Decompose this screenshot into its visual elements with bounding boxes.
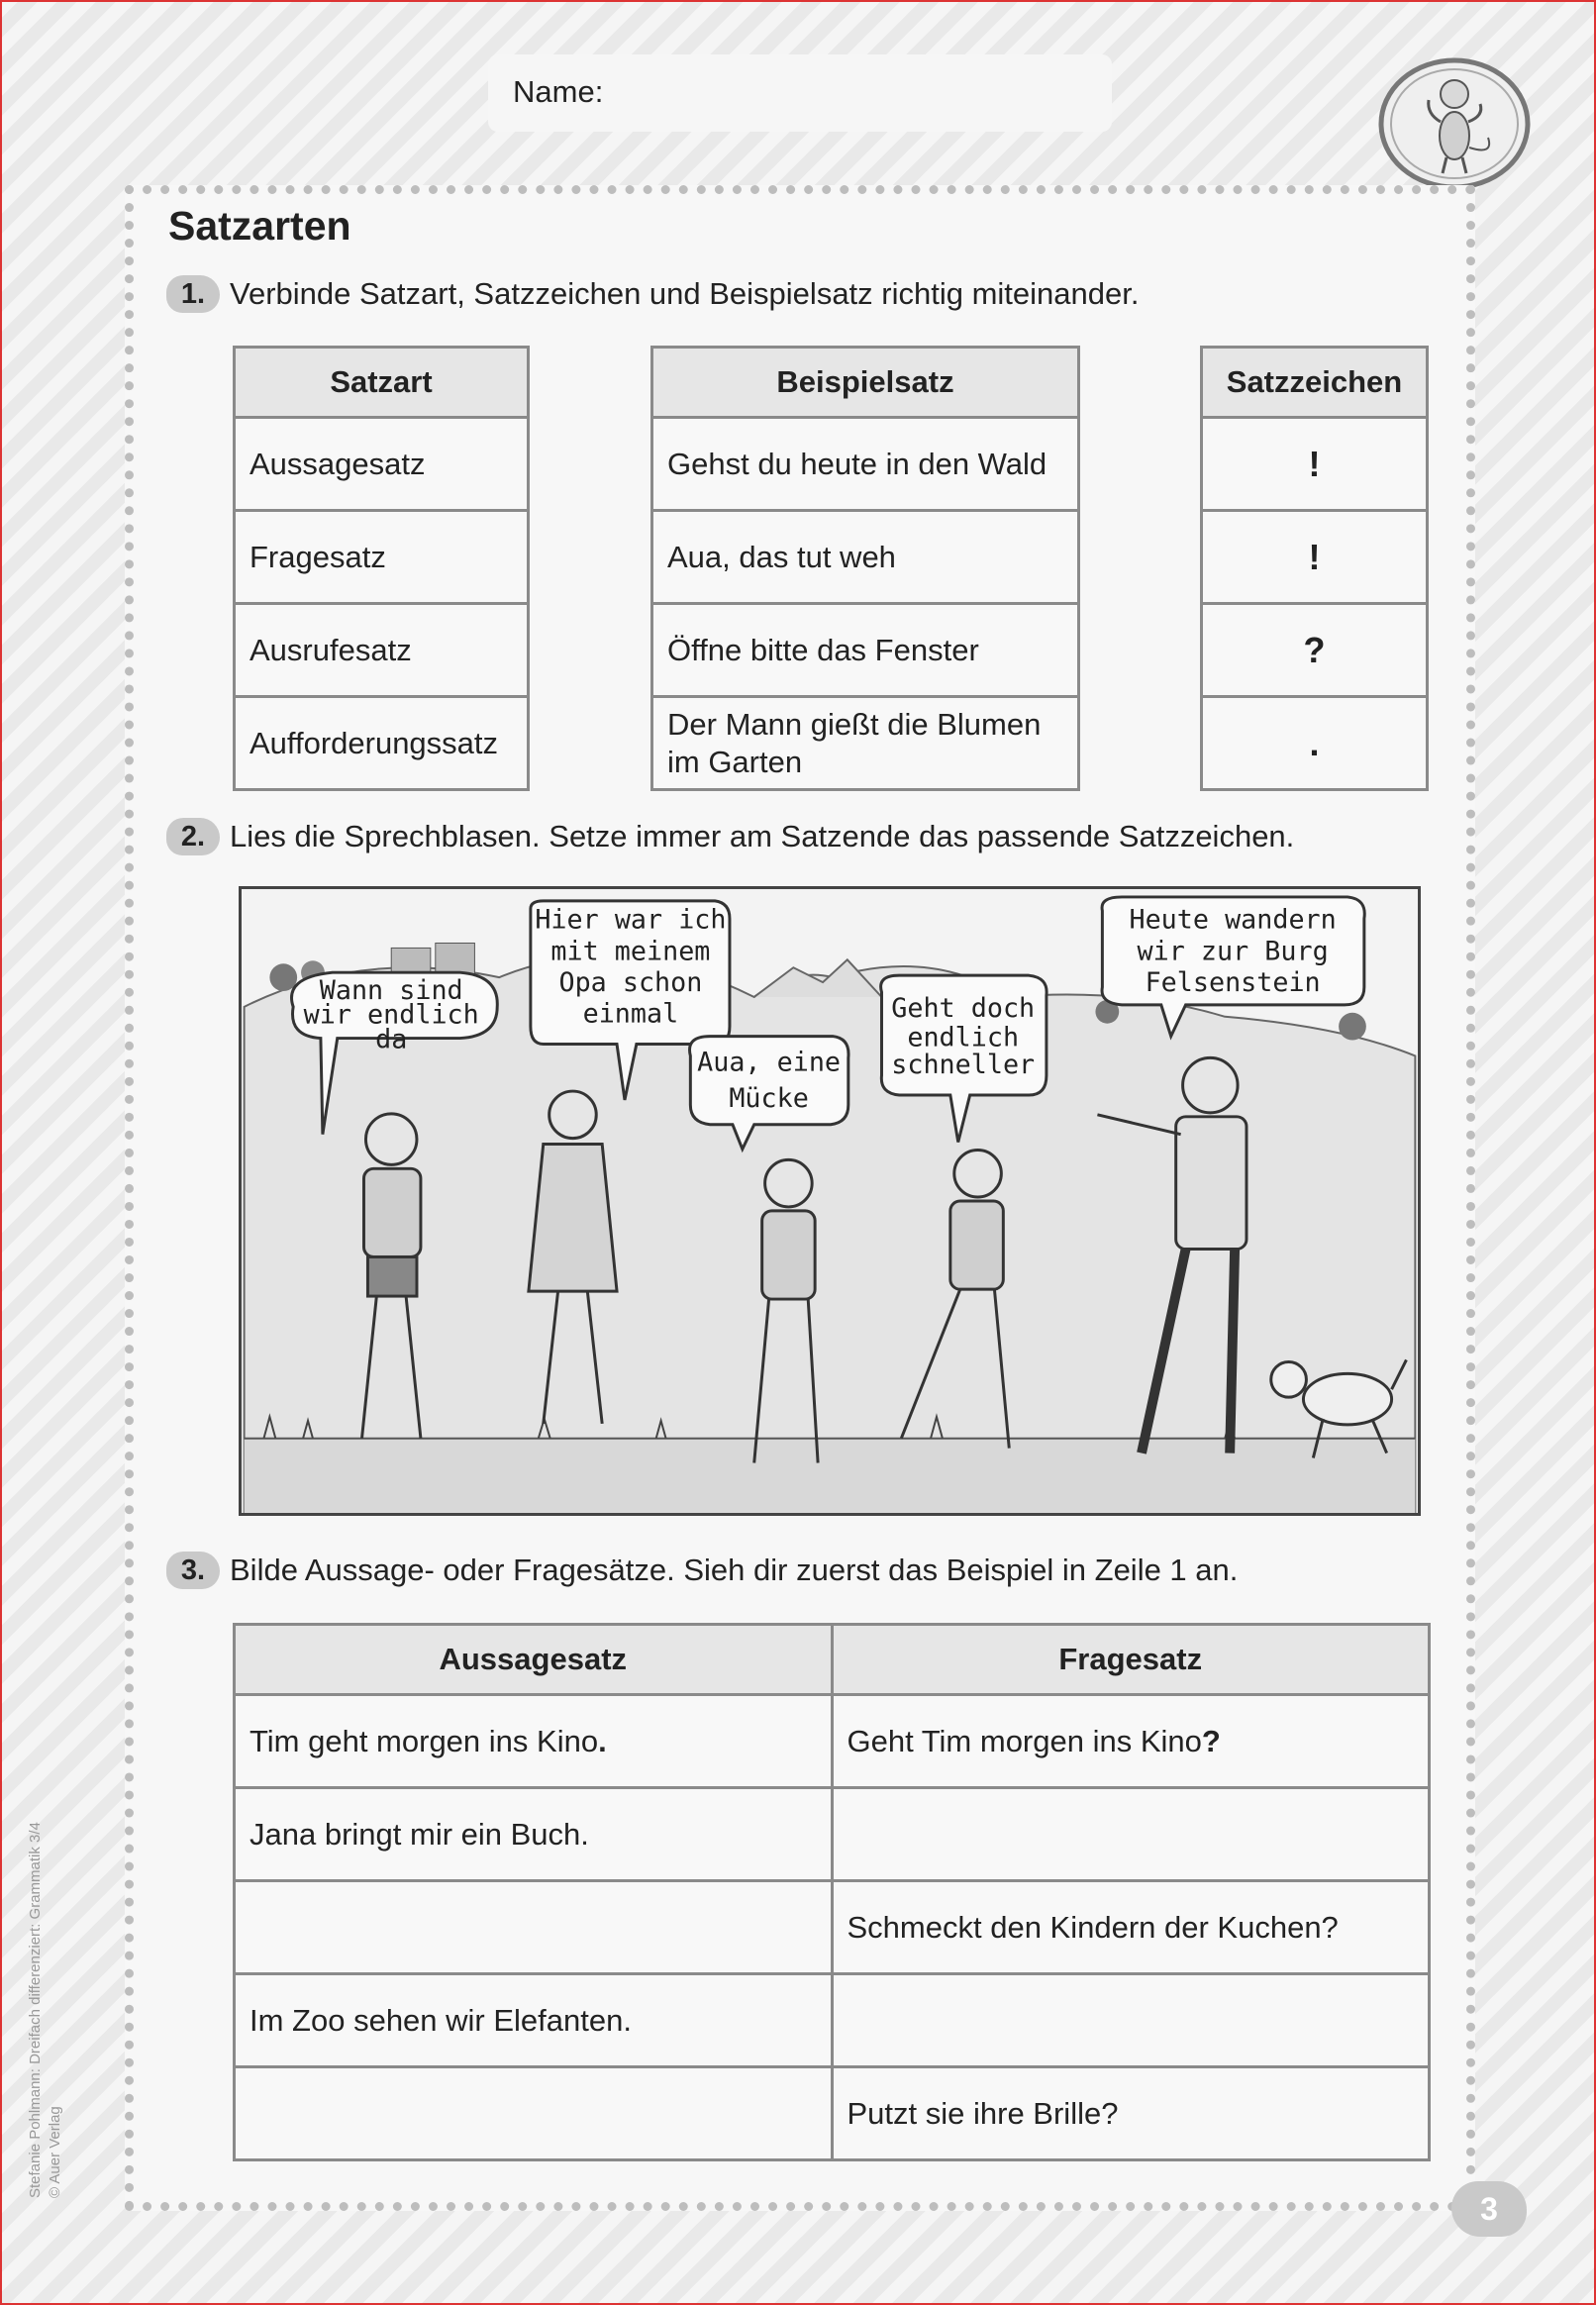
frage-cell[interactable] xyxy=(832,1974,1430,2067)
task-number: 1. xyxy=(166,275,220,313)
task-1-instruction xyxy=(166,275,1139,313)
frage-cell[interactable]: Geht Tim morgen ins Kino? xyxy=(832,1695,1430,1788)
satzzeichen-table xyxy=(1200,346,1429,791)
name-field[interactable] xyxy=(488,54,1112,132)
beispielsatz-cell[interactable]: Öffne bitte das Fenster xyxy=(652,604,1079,697)
aussage-cell[interactable] xyxy=(235,2067,833,2160)
satzzeichen-cell[interactable]: ! xyxy=(1202,418,1428,511)
column-header: Beispielsatz xyxy=(652,348,1079,418)
satzart-cell[interactable]: Ausrufesatz xyxy=(235,604,529,697)
satzart-cell[interactable]: Aufforderungssatz xyxy=(235,697,529,790)
satzzeichen-cell[interactable]: ? xyxy=(1202,604,1428,697)
aussage-cell[interactable]: Im Zoo sehen wir Elefanten. xyxy=(235,1974,833,2067)
bubble-3-line-2: Mücke xyxy=(729,1082,809,1114)
credit-text xyxy=(26,1822,65,2198)
hiking-illustration xyxy=(239,886,1421,1516)
satzart-cell[interactable]: Fragesatz xyxy=(235,511,529,604)
bubble-2-line-1: Hier war ich xyxy=(535,904,727,936)
page-number: 3 xyxy=(1451,2181,1527,2237)
bubble-2-line-2: mit meinem xyxy=(550,936,711,967)
table-row xyxy=(235,1974,1430,2067)
instruction-text: Verbinde Satzart, Satzzeichen und Beispielsatz richtig miteinander. xyxy=(230,276,1140,311)
task-number: 3. xyxy=(166,1552,220,1589)
credit-line-1: Stefanie Pohlmann: Dreifach differenziert: Grammatik 3/4 xyxy=(27,1822,44,2198)
satzzeichen-cell[interactable]: ! xyxy=(1202,511,1428,604)
frage-cell[interactable] xyxy=(832,1788,1430,1881)
sentence-table xyxy=(233,1623,1431,2161)
task-number: 2. xyxy=(166,818,220,855)
bubble-2-line-3: Opa schon xyxy=(558,967,703,999)
table-row xyxy=(235,2067,1430,2160)
page-title: Satzarten xyxy=(168,203,351,249)
bubble-1-line-3: da xyxy=(375,1024,408,1055)
column-header: Fragesatz xyxy=(832,1625,1430,1695)
satzzeichen-cell[interactable]: . xyxy=(1202,697,1428,790)
task-2-instruction xyxy=(166,818,1294,855)
beispielsatz-table xyxy=(650,346,1080,791)
aussage-cell[interactable] xyxy=(235,1881,833,1974)
bubble-3-line-1: Aua, eine xyxy=(697,1047,842,1078)
aussage-cell[interactable]: Tim geht morgen ins Kino. xyxy=(235,1695,833,1788)
bubble-5-line-2: wir zur Burg xyxy=(1137,936,1329,967)
bubble-5-line-1: Heute wandern xyxy=(1129,904,1337,936)
table-row xyxy=(235,1695,1430,1788)
column-header: Satzart xyxy=(235,348,529,418)
instruction-text: Bilde Aussage- oder Fragesätze. Sieh dir zuerst das Beispiel in Zeile 1 an. xyxy=(230,1553,1239,1587)
satzart-cell[interactable]: Aussagesatz xyxy=(235,418,529,511)
bubble-4-line-2: endlich xyxy=(907,1022,1020,1053)
bubble-5-line-3: Felsenstein xyxy=(1145,967,1321,999)
aussage-cell[interactable]: Jana bringt mir ein Buch. xyxy=(235,1788,833,1881)
name-label: Name: xyxy=(513,74,604,109)
beispielsatz-cell[interactable]: Der Mann gießt die Blumen im Garten xyxy=(652,697,1079,790)
column-header: Aussagesatz xyxy=(235,1625,833,1695)
monkey-logo-icon xyxy=(1377,56,1533,192)
bubble-4-line-3: schneller xyxy=(891,1050,1036,1081)
satzart-table xyxy=(233,346,530,791)
bubble-1-line-1: Wann sind xyxy=(319,974,463,1006)
bubble-1-line-2: wir endlich xyxy=(303,999,479,1031)
credit-line-2: © Auer Verlag xyxy=(47,2106,63,2198)
hiking-scene xyxy=(242,889,1418,1513)
table-row xyxy=(235,1881,1430,1974)
frage-cell[interactable]: Putzt sie ihre Brille? xyxy=(832,2067,1430,2160)
instruction-text: Lies die Sprechblasen. Setze immer am Satzende das passende Satzzeichen. xyxy=(230,819,1295,853)
table-row xyxy=(235,1788,1430,1881)
frage-cell[interactable]: Schmeckt den Kindern der Kuchen? xyxy=(832,1881,1430,1974)
column-header: Satzzeichen xyxy=(1202,348,1428,418)
task-3-instruction xyxy=(166,1552,1238,1589)
bubble-4-line-1: Geht doch xyxy=(891,992,1036,1024)
bubble-2-line-4: einmal xyxy=(582,998,679,1030)
beispielsatz-cell[interactable]: Gehst du heute in den Wald xyxy=(652,418,1079,511)
beispielsatz-cell[interactable]: Aua, das tut weh xyxy=(652,511,1079,604)
